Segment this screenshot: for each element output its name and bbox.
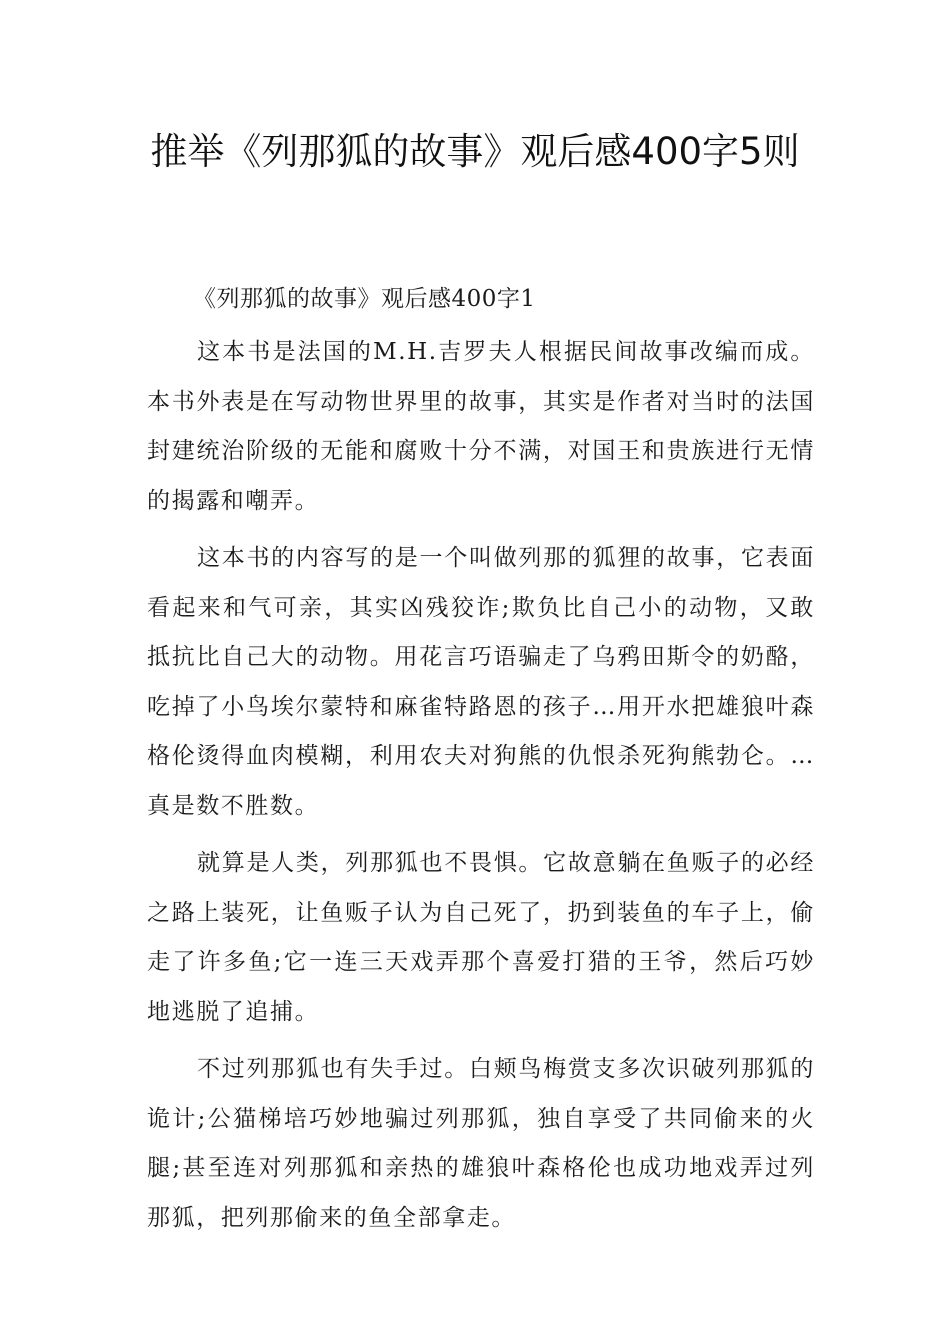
- document-body: [147, 280, 815, 1251]
- document-title: 推举《列那狐的故事》观后感400字5则: [150, 130, 800, 173]
- paragraph-3: 就算是人类，列那狐也不畏惧。它故意躺在鱼贩子的必经之路上装死，让鱼贩子认为自己死了，扔到装鱼的车子上，偷走了许多鱼;它一连三天戏弄那个喜爱打猎的王爷，然后巧妙地逃脱了追捕。: [147, 850, 815, 1025]
- paragraph-4: 不过列那狐也有失手过。白颊鸟梅赏支多次识破列那狐的诡计;公猫梯培巧妙地骗过列那狐，独自享受了共同偷来的火腿;甚至连对列那狐和亲热的雄狼叶森格伦也成功地戏弄过列那狐，把列那偷来的鱼全部拿走。: [147, 1056, 815, 1231]
- paragraph-2: 这本书的内容写的是一个叫做列那的狐狸的故事，它表面看起来和气可亲，其实凶残狡诈;欺负比自己小的动物，又敢抵抗比自己大的动物。用花言巧语骗走了乌鸦田斯令的奶酪，吃掉了小鸟埃尔蒙特和麻雀特路恩的孩子…用开水把雄狼叶森格伦烫得血肉模糊，利用农夫对狗熊的仇恨杀死狗熊勃仑。…真是数不胜数。: [147, 545, 815, 819]
- section-heading: 《列那狐的故事》观后感400字1: [193, 286, 536, 312]
- paragraph-1: 这本书是法国的M.H.吉罗夫人根据民间故事改编而成。本书外表是在写动物世界里的故事，其实是作者对当时的法国封建统治阶级的无能和腐败十分不满，对国王和贵族进行无情的揭露和嘲弄。: [147, 339, 815, 514]
